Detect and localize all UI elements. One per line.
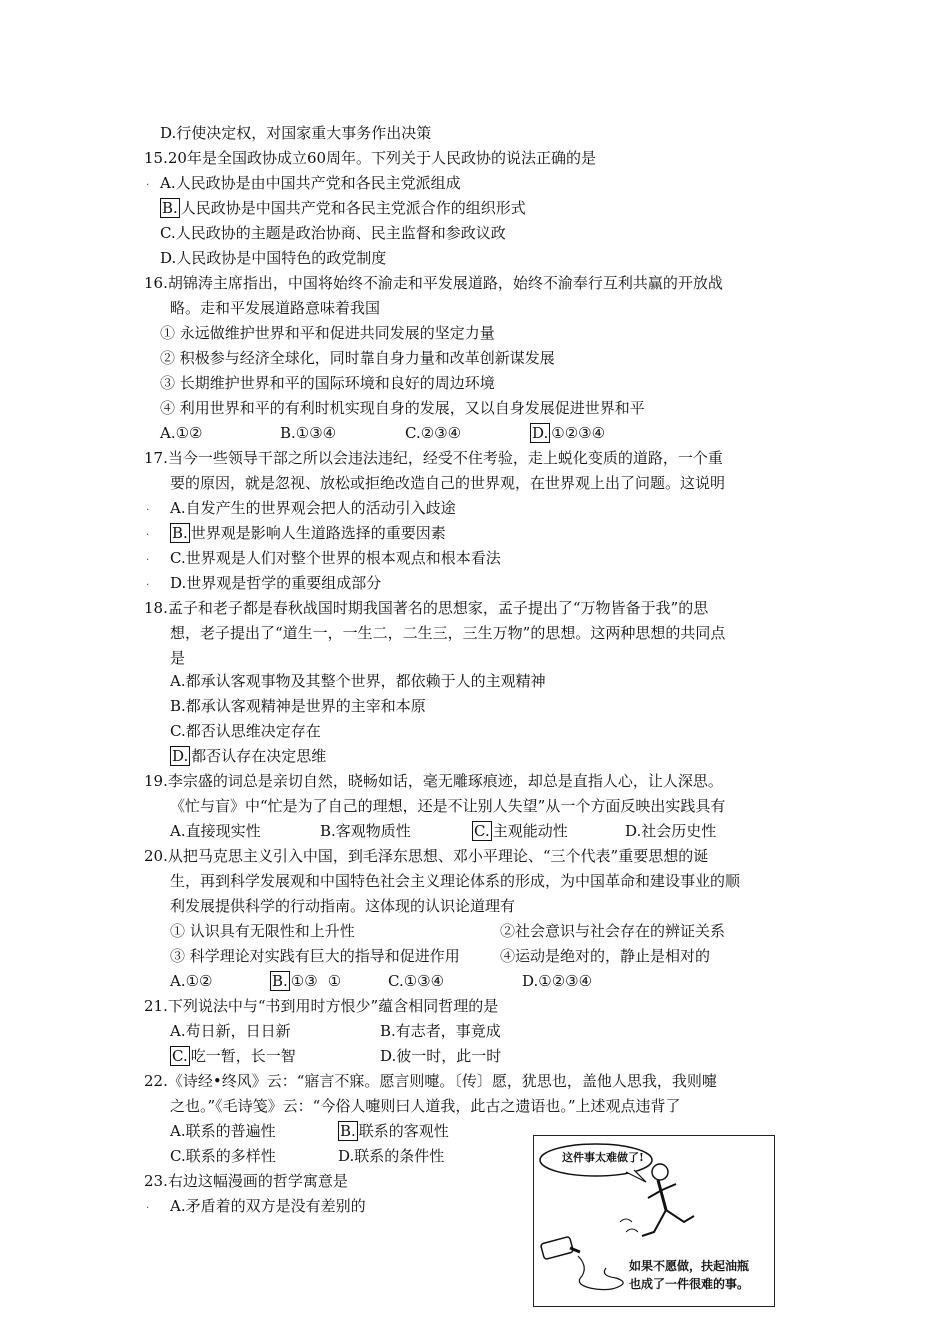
q17-option-c: C.世界观是人们对整个世界的根本观点和根本看法	[170, 549, 501, 567]
q21-option-b: B.有志者，事竟成	[380, 1022, 501, 1040]
q19-option-c	[472, 821, 568, 841]
q18-option-a: A.都承认客观事物及其整个世界，都依赖于人的主观精神	[170, 672, 546, 690]
q22-stem-line1: 22.《诗经•终风》云：“寤言不寐。愿言则嚏。〔传〕愿，犹思也，盖他人思我，我则嚏	[144, 1072, 717, 1090]
q15-option-b-text: 人民政协是中国共产党和各民主党派合作的组织形式	[180, 199, 526, 217]
q18-stem-line3: 是	[170, 649, 186, 667]
q20-statement-1: ① 认识具有无限性和上升性	[170, 922, 355, 940]
q18-option-d-text: 都否认存在决定思维	[191, 747, 327, 765]
q20-option-c: C.①③④	[388, 972, 445, 990]
q20-option-a: A.①②	[170, 972, 213, 990]
answer-box: D.	[172, 747, 189, 765]
q15-option-a: A.人民政协是由中国共产党和各民主党派组成	[160, 174, 461, 192]
q16-statement-1: ① 永远做维护世界和平和促进共同发展的坚定力量	[160, 324, 495, 342]
q20-option-b	[270, 971, 341, 991]
q22-stem-line2: 之也。”《毛诗笺》云：“今俗人嚏则曰人道我，此古之遗语也。”上述观点违背了	[170, 1097, 681, 1115]
q23-stem: 23.右边这幅漫画的哲学寓意是	[144, 1172, 348, 1190]
margin-mark: ·	[146, 180, 150, 191]
q18-option-b: B.都承认客观精神是世界的主宰和本原	[170, 697, 426, 715]
q20-option-b-text: ①③	[290, 972, 318, 990]
q16-option-b: B.①③④	[280, 424, 337, 442]
q18-stem-line1: 18.孟子和老子都是春秋战国时期我国著名的思想家，孟子提出了“万物皆备于我”的思	[144, 599, 709, 617]
q21-stem: 21.下列说法中与“书到用时方恨少”蕴含相同哲理的是	[144, 997, 499, 1015]
q17-option-a: A.自发产生的世界观会把人的活动引入歧途	[170, 499, 456, 517]
q16-option-d-text: ①②③④	[551, 424, 606, 442]
q21-option-c-text: 吃一暂，长一智	[190, 1047, 296, 1065]
answer-box: D.	[532, 424, 549, 442]
q20-stem-line2: 生，再到科学发展观和中国特色社会主义理论体系的形成，为中国革命和建设事业的顺	[170, 872, 741, 890]
philosophy-cartoon	[533, 1135, 775, 1307]
q17-option-b	[170, 523, 446, 543]
q20-stem-line1: 20.从把马克思主义引入中国，到毛泽东思想、邓小平理论、“三个代表”重要思想的诞	[144, 847, 709, 865]
q16-option-d	[530, 423, 605, 443]
cartoon-caption-line1: 如果不愿做，扶起油瓶	[629, 1259, 750, 1273]
answer-box: B.	[162, 199, 178, 217]
q22-option-a: A.联系的普遍性	[170, 1122, 276, 1140]
q15-stem: 15.20年是全国政协成立60周年。下列关于人民政协的说法正确的是	[144, 149, 597, 167]
answer-box: C.	[172, 1047, 188, 1065]
q21-option-d: D.彼一时，此一时	[380, 1047, 502, 1065]
q19-option-d: D.社会历史性	[625, 822, 717, 840]
q16-stem-line1: 16.胡锦涛主席指出，中国将始终不渝走和平发展道路，始终不渝奉行互利共赢的开放战	[144, 274, 723, 292]
margin-mark: ·	[146, 580, 150, 591]
answer-box: B.	[272, 972, 288, 990]
q20-statement-2: ②社会意识与社会存在的辨证关系	[500, 922, 726, 940]
q21-option-c	[170, 1046, 296, 1066]
answer-box: B.	[340, 1122, 356, 1140]
cartoon-caption-line2: 也成了一件很难的事。	[629, 1277, 750, 1291]
q15-option-b	[160, 198, 526, 218]
q21-option-a: A.苟日新，日日新	[170, 1022, 291, 1040]
q17-stem-line1: 17.当今一些领导干部之所以会违法违纪，经受不住考验，走上蜕化变质的道路，一个重	[144, 449, 723, 467]
q20-stem-line3: 利发展提供科学的行动指南。这体现的认识论道理有	[170, 897, 516, 915]
q19-stem-line1: 19.李宗盛的词总是亲切自然，晓畅如话，毫无雕琢痕迹，却总是直指人心，让人深思。	[144, 772, 723, 790]
q16-option-a: A.①②	[160, 424, 203, 442]
margin-mark: ·	[146, 555, 150, 566]
q16-statement-2: ② 积极参与经济全球化，同时靠自身力量和改革创新谋发展	[160, 349, 555, 367]
answer-box: C.	[474, 822, 490, 840]
q19-option-c-text: 主观能动性	[492, 822, 568, 840]
q19-option-b: B.客观物质性	[320, 822, 411, 840]
margin-mark: ·	[146, 1203, 150, 1214]
q23-option-a: A.矛盾着的双方是没有差别的	[170, 1197, 366, 1215]
q16-stem-line2: 略。走和平发展道路意味着我国	[170, 299, 381, 317]
q19-option-a: A.直接现实性	[170, 822, 261, 840]
q20-option-b-extra: ①	[327, 972, 342, 990]
q14-option-d: D.行使决定权，对国家重大事务作出决策	[160, 124, 432, 142]
q22-option-b-text: 联系的客观性	[358, 1122, 449, 1140]
q17-stem-line2: 要的原因，就是忽视、放松或拒绝改造自己的世界观，在世界观上出了问题。这说明	[170, 474, 726, 492]
answer-box: B.	[172, 524, 188, 542]
q18-stem-line2: 想，老子提出了“道生一，一生二，二生三，三生万物”的思想。这两种思想的共同点	[170, 624, 726, 642]
q15-option-c: C.人民政协的主题是政治协商、民主监督和参政议政	[160, 224, 506, 242]
q15-option-d: D.人民政协是中国特色的政党制度	[160, 249, 387, 267]
q19-stem-line2: 《忙与盲》中“忙是为了自己的理想，还是不让别人失望”从一个方面反映出实践具有	[170, 797, 726, 815]
q17-option-b-text: 世界观是影响人生道路选择的重要因素	[190, 524, 446, 542]
margin-mark: ·	[146, 530, 150, 541]
q16-statement-3: ③ 长期维护世界和平的国际环境和良好的周边环境	[160, 374, 495, 392]
q22-option-c: C.联系的多样性	[170, 1147, 276, 1165]
q18-option-c: C.都否认思维决定存在	[170, 722, 321, 740]
q20-statement-3: ③ 科学理论对实践有巨大的指导和促进作用	[170, 947, 460, 965]
q16-statement-4: ④ 利用世界和平的有利时机实现自身的发展，又以自身发展促进世界和平	[160, 399, 645, 417]
margin-mark: ·	[146, 505, 150, 516]
q20-option-d: D.①②③④	[522, 972, 593, 990]
q17-option-d: D.世界观是哲学的重要组成部分	[170, 574, 382, 592]
q20-statement-4: ④运动是绝对的，静止是相对的	[500, 947, 711, 965]
q22-option-d: D.联系的条件性	[338, 1147, 445, 1165]
cartoon-speech: 这件事太难做了!	[562, 1151, 644, 1164]
q18-option-d	[170, 746, 326, 766]
q16-option-c: C.②③④	[405, 424, 462, 442]
q22-option-b	[338, 1121, 449, 1141]
